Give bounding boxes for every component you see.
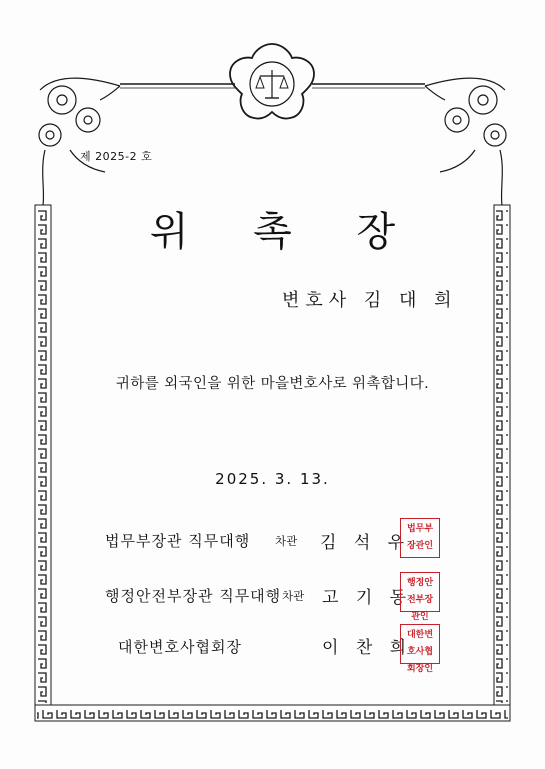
signatory-role: 차관: [275, 534, 298, 548]
signatory-name: 이 찬 희: [322, 638, 413, 658]
signatory-org: 법무부장관 직무대행: [105, 532, 251, 550]
seal-text: 대한변호사협회장인: [406, 630, 434, 674]
recipient-name: 변호사 김 대 희: [282, 290, 458, 311]
right-floral-ornament: [425, 78, 506, 205]
official-seal: [400, 624, 440, 674]
left-floral-ornament: [39, 78, 120, 205]
seal-text: 행정안전부장관인: [406, 578, 434, 622]
official-seal: [400, 518, 440, 558]
issue-date: 2025. 3. 13.: [215, 470, 330, 488]
signatory-org: 행정안전부장관 직무대행: [105, 587, 282, 605]
official-seal: [400, 572, 440, 622]
certificate-title: 위 촉 장: [149, 209, 422, 255]
signatory-name: 김 석 우: [320, 533, 411, 553]
seal-text: 법무부장관인: [406, 524, 434, 551]
document-number: 제 2025-2 호: [80, 150, 153, 163]
signatory-role: 차관: [282, 589, 305, 603]
appointment-statement: 귀하를 외국인을 위한 마을변호사로 위촉합니다.: [115, 376, 430, 392]
scales-of-justice-icon: [230, 44, 314, 119]
signatory-name: 고 기 동: [322, 588, 413, 608]
signatory-org: 대한변호사협회장: [118, 638, 242, 656]
